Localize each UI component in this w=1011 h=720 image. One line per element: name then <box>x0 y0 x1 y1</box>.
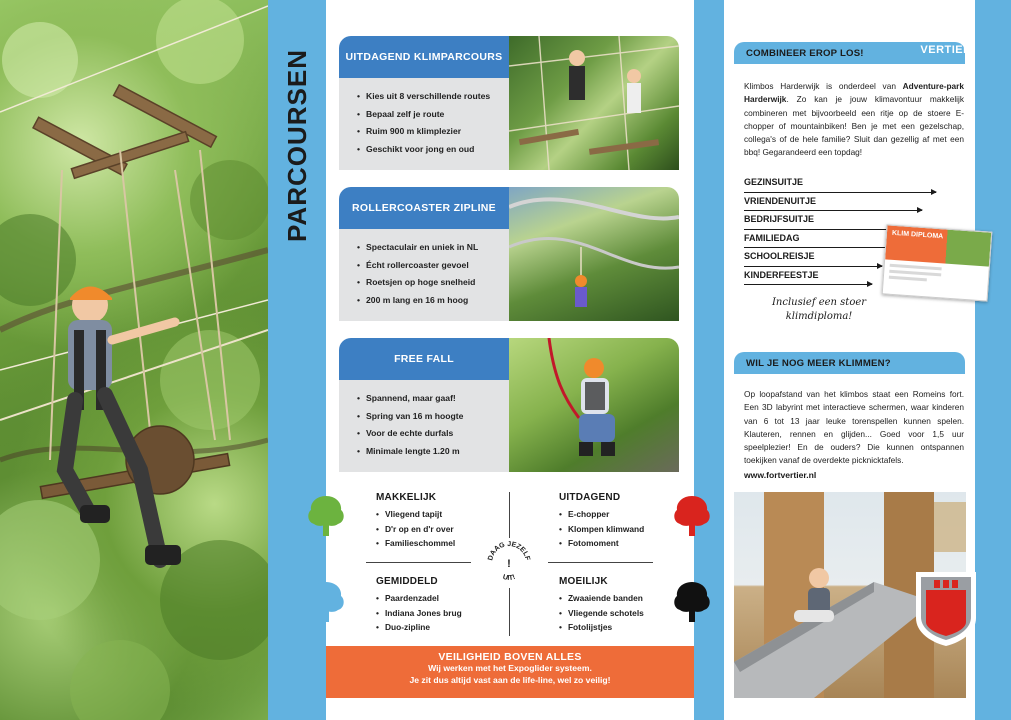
stamp-mark: ! <box>507 558 511 570</box>
feature-item: • Roetsjen op hoge snelheid <box>357 274 509 292</box>
blue-band-right <box>975 0 1011 720</box>
combine-heading: COMBINEER EROP LOS! <box>734 42 965 64</box>
course-photo-klimparcours <box>509 36 679 170</box>
courses-column <box>326 0 694 720</box>
diploma-note: Inclusief een stoer klimdiploma! <box>771 297 867 322</box>
feature-item: • Geschikt voor jong en oud <box>357 141 509 159</box>
fort-vertier-logo <box>912 566 980 648</box>
level-item: • Fotolijstjes <box>559 620 644 635</box>
course-features <box>339 229 509 321</box>
level-item: • Klompen klimwand <box>559 522 644 537</box>
divider <box>548 562 653 563</box>
level-title: GEMIDDELD <box>376 576 438 587</box>
klimdiploma-image <box>882 224 993 301</box>
course-card-zipline <box>339 187 679 321</box>
level-item: • Zwaaiende banden <box>559 591 644 606</box>
divider <box>366 562 471 563</box>
safety-line: Je zit dus altijd vast aan de life-line, wel zo veilig! <box>409 674 611 685</box>
outing-item: SCHOOLREISJE <box>744 250 934 269</box>
feature-item: • Bepaal zelf je route <box>357 106 509 124</box>
feature-item: • Spannend, maar gaaf! <box>357 390 509 408</box>
feature-item: • Voor de echte durfals <box>357 425 509 443</box>
divider <box>509 588 510 636</box>
tree-icon-red <box>672 494 712 538</box>
feature-item: • Ruim 900 m klimplezier <box>357 123 509 141</box>
safety-title: VEILIGHEID BOVEN ALLES <box>438 651 582 663</box>
outing-item: FAMILIEDAG <box>744 232 934 251</box>
badge-line-2: VERTIER <box>920 44 972 56</box>
level-difficult <box>559 576 644 635</box>
course-features <box>339 78 509 170</box>
level-title: UITDAGEND <box>559 492 621 503</box>
outing-item: GEZINSUITJE <box>744 176 934 195</box>
stamp-top-text: DAAG JEZELF <box>487 540 531 562</box>
course-photo-zipline <box>509 187 679 321</box>
section-title <box>268 30 326 260</box>
safety-banner <box>326 646 694 698</box>
level-item: • Fotomoment <box>559 536 644 551</box>
tree-icon-black <box>672 580 712 624</box>
course-features <box>339 380 509 472</box>
course-title: ROLLERCOASTER ZIPLINE <box>339 187 509 229</box>
level-item: • Familieschommel <box>376 536 455 551</box>
challenge-stamp <box>484 538 534 588</box>
course-card-klimparcours <box>339 36 679 170</box>
level-item: • Vliegend tapijt <box>376 507 455 522</box>
tree-icon-green <box>306 494 346 538</box>
outing-item: KINDERFEESTJE <box>744 269 934 288</box>
feature-item: • 200 m lang en 16 m hoog <box>357 292 509 310</box>
course-photo-freefall <box>509 338 679 472</box>
more-heading: WIL JE NOG MEER KLIMMEN? <box>734 352 965 374</box>
level-medium <box>376 576 462 635</box>
level-challenging <box>559 492 644 551</box>
feature-item: • Écht rollercoaster gevoel <box>357 257 509 275</box>
level-item: • Indiana Jones brug <box>376 606 462 621</box>
feature-item: • Minimale lengte 1.20 m <box>357 443 509 461</box>
level-item: • Paardenzadel <box>376 591 462 606</box>
level-easy <box>376 492 455 551</box>
level-item: • D'r op en d'r over <box>376 522 455 537</box>
course-title: UITDAGEND KLIMPARCOURS <box>339 36 509 78</box>
safety-line: Wij werken met het Expoglider systeem. <box>428 663 592 673</box>
tree-icon-blue <box>306 580 346 624</box>
feature-item: • Kies uit 8 verschillende routes <box>357 88 509 106</box>
diploma-title: KLIM DIPLOMA <box>885 225 991 266</box>
hero-photo-climbing-child <box>0 0 268 720</box>
website-link[interactable]: www.fortvertier.nl <box>744 470 817 480</box>
level-item: • Duo-zipline <box>376 620 462 635</box>
badge-line-1: FORT <box>930 30 962 42</box>
course-title: FREE FALL <box>339 338 509 380</box>
combine-text: Klimbos Harderwijk is onderdeel van Adventure-park Harderwijk. Zo kan je jouw klimavontuur makkelijk combineren met bijvoorbeeld een ritje op de stoere E-chopper of mountainbiken! Ben je met een gezelschap, collega's of de hele familie? Sluit dan gezellig af met een bbq! Gegarandeerd een topdag! <box>744 81 964 158</box>
level-title: MAKKELIJK <box>376 492 437 503</box>
stamp-bottom-text: UIT! <box>501 573 517 583</box>
level-item: • Vliegende schotels <box>559 606 644 621</box>
level-item: • E-chopper <box>559 507 644 522</box>
feature-item: • Spectaculair en uniek in NL <box>357 239 509 257</box>
feature-item: • Spring van 16 m hoogte <box>357 408 509 426</box>
outing-item: BEDRIJFSUITJE <box>744 213 934 232</box>
level-title: MOEILIJK <box>559 576 608 587</box>
outing-item: VRIENDENUITJE <box>744 195 934 214</box>
course-card-freefall <box>339 338 679 472</box>
difficulty-legend <box>326 482 694 642</box>
divider <box>509 492 510 538</box>
more-text: Op loopafstand van het klimbos staat een Romeins fort. Een 3D labyrint met interactieve schermen, waar kinderen van 6 tot 13 jaar leuke torenspellen kunnen spelen. Klauteren, rennen en glijden... Goed voor 1,5 uur speelplezier! En de ouders? Die kunnen ontspannen toekijken vanaf de overdekte picknicktafels. <box>744 389 964 466</box>
section-title-text: PARCOURSEN <box>281 48 312 242</box>
